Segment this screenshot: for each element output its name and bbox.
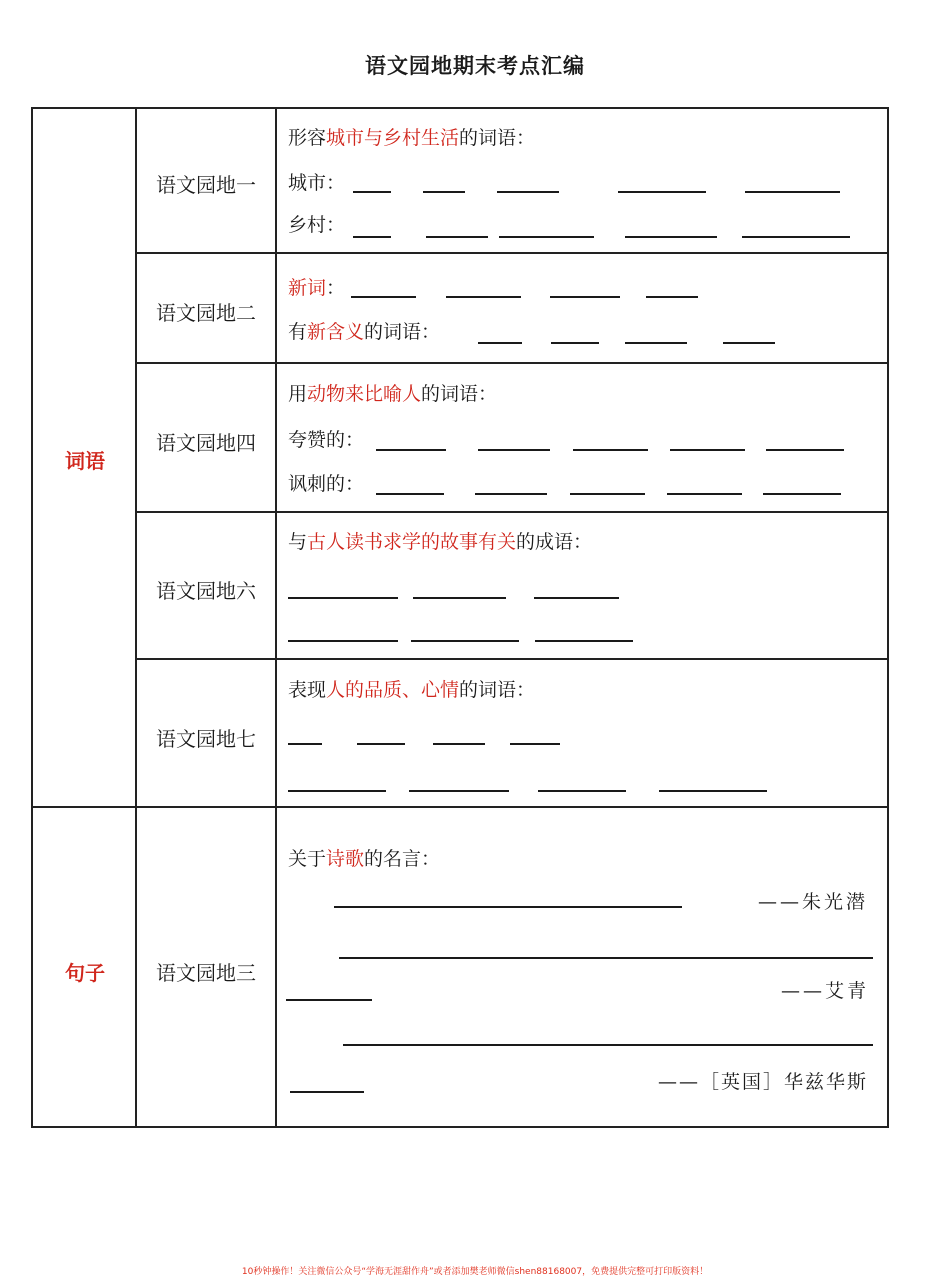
answer-blank[interactable] bbox=[670, 449, 745, 451]
answer-blank[interactable] bbox=[534, 597, 619, 599]
answer-blank[interactable] bbox=[497, 191, 559, 193]
prompt-line: 夸赞的： bbox=[288, 429, 365, 451]
answer-blank[interactable] bbox=[286, 999, 372, 1001]
prompt-line: 乡村： bbox=[288, 214, 346, 236]
answer-blank[interactable] bbox=[446, 296, 521, 298]
answer-blank[interactable] bbox=[288, 597, 398, 599]
answer-blank[interactable] bbox=[625, 342, 687, 344]
answer-blank[interactable] bbox=[376, 493, 444, 495]
answer-blank[interactable] bbox=[538, 790, 626, 792]
answer-blank[interactable] bbox=[667, 493, 742, 495]
answer-blank[interactable] bbox=[570, 493, 645, 495]
answer-blank[interactable] bbox=[551, 342, 599, 344]
prompt-line: 有新含义的词语： bbox=[288, 321, 441, 343]
answer-blank[interactable] bbox=[742, 236, 850, 238]
answer-blank[interactable] bbox=[646, 296, 698, 298]
quote-author: ——［英国］华兹华斯 bbox=[658, 1071, 869, 1093]
answer-blank[interactable] bbox=[745, 191, 840, 193]
answer-blank[interactable] bbox=[288, 790, 386, 792]
answer-blank[interactable] bbox=[535, 640, 633, 642]
answer-blank[interactable] bbox=[357, 743, 405, 745]
answer-blank[interactable] bbox=[334, 906, 682, 908]
quote-author: ——艾青 bbox=[781, 980, 870, 1002]
answer-blank[interactable] bbox=[426, 236, 488, 238]
answer-blank[interactable] bbox=[409, 790, 509, 792]
answer-blank[interactable] bbox=[618, 191, 706, 193]
answer-blank[interactable] bbox=[475, 493, 547, 495]
answer-blank[interactable] bbox=[550, 296, 620, 298]
answer-blank[interactable] bbox=[763, 493, 841, 495]
prompt-line: 用动物来比喻人的词语： bbox=[288, 383, 498, 405]
answer-blank[interactable] bbox=[288, 640, 398, 642]
answer-blank[interactable] bbox=[353, 191, 391, 193]
prompt-line: 新词： bbox=[288, 277, 346, 299]
prompt-line: 与古人读书求学的故事有关的成语： bbox=[288, 531, 593, 553]
answer-blank[interactable] bbox=[766, 449, 844, 451]
section-name: 语文园地二 bbox=[156, 301, 256, 325]
answer-blank[interactable] bbox=[573, 449, 648, 451]
answer-blank[interactable] bbox=[413, 597, 506, 599]
section-name: 语文园地三 bbox=[156, 961, 256, 985]
answer-blank[interactable] bbox=[478, 449, 550, 451]
quote-author: ——朱光潜 bbox=[758, 891, 869, 913]
answer-blank[interactable] bbox=[478, 342, 522, 344]
answer-blank[interactable] bbox=[376, 449, 446, 451]
answer-blank[interactable] bbox=[339, 957, 873, 959]
answer-blank[interactable] bbox=[411, 640, 519, 642]
answer-blank[interactable] bbox=[353, 236, 391, 238]
prompt-line: 讽刺的： bbox=[288, 473, 365, 495]
footer-note: 10秒钟操作！关注微信公众号“学海无涯甜作舟”或者添加樊老师微信shen88168007，免费提供完整可打印版资料！ bbox=[241, 1267, 709, 1277]
category-sentences: 句子 bbox=[65, 961, 105, 985]
answer-blank[interactable] bbox=[423, 191, 465, 193]
answer-blank[interactable] bbox=[433, 743, 485, 745]
answer-blank[interactable] bbox=[723, 342, 775, 344]
answer-blank[interactable] bbox=[499, 236, 594, 238]
worksheet-table bbox=[31, 107, 889, 1128]
answer-blank[interactable] bbox=[351, 296, 416, 298]
prompt-line: 城市： bbox=[288, 172, 346, 194]
answer-blank[interactable] bbox=[659, 790, 767, 792]
answer-blank[interactable] bbox=[625, 236, 717, 238]
section-name: 语文园地一 bbox=[156, 173, 256, 197]
section-name: 语文园地七 bbox=[156, 727, 256, 751]
prompt-line: 表现人的品质、心情的词语： bbox=[288, 679, 536, 701]
category-words: 词语 bbox=[65, 449, 105, 473]
page-title: 语文园地期末考点汇编 bbox=[365, 54, 585, 78]
prompt-line: 形容城市与乡村生活的词语： bbox=[288, 127, 536, 149]
answer-blank[interactable] bbox=[510, 743, 560, 745]
answer-blank[interactable] bbox=[343, 1044, 873, 1046]
answer-blank[interactable] bbox=[288, 743, 322, 745]
section-name: 语文园地四 bbox=[156, 431, 256, 455]
answer-blank[interactable] bbox=[290, 1091, 364, 1093]
prompt-line: 关于诗歌的名言： bbox=[288, 848, 441, 870]
section-name: 语文园地六 bbox=[156, 579, 256, 603]
